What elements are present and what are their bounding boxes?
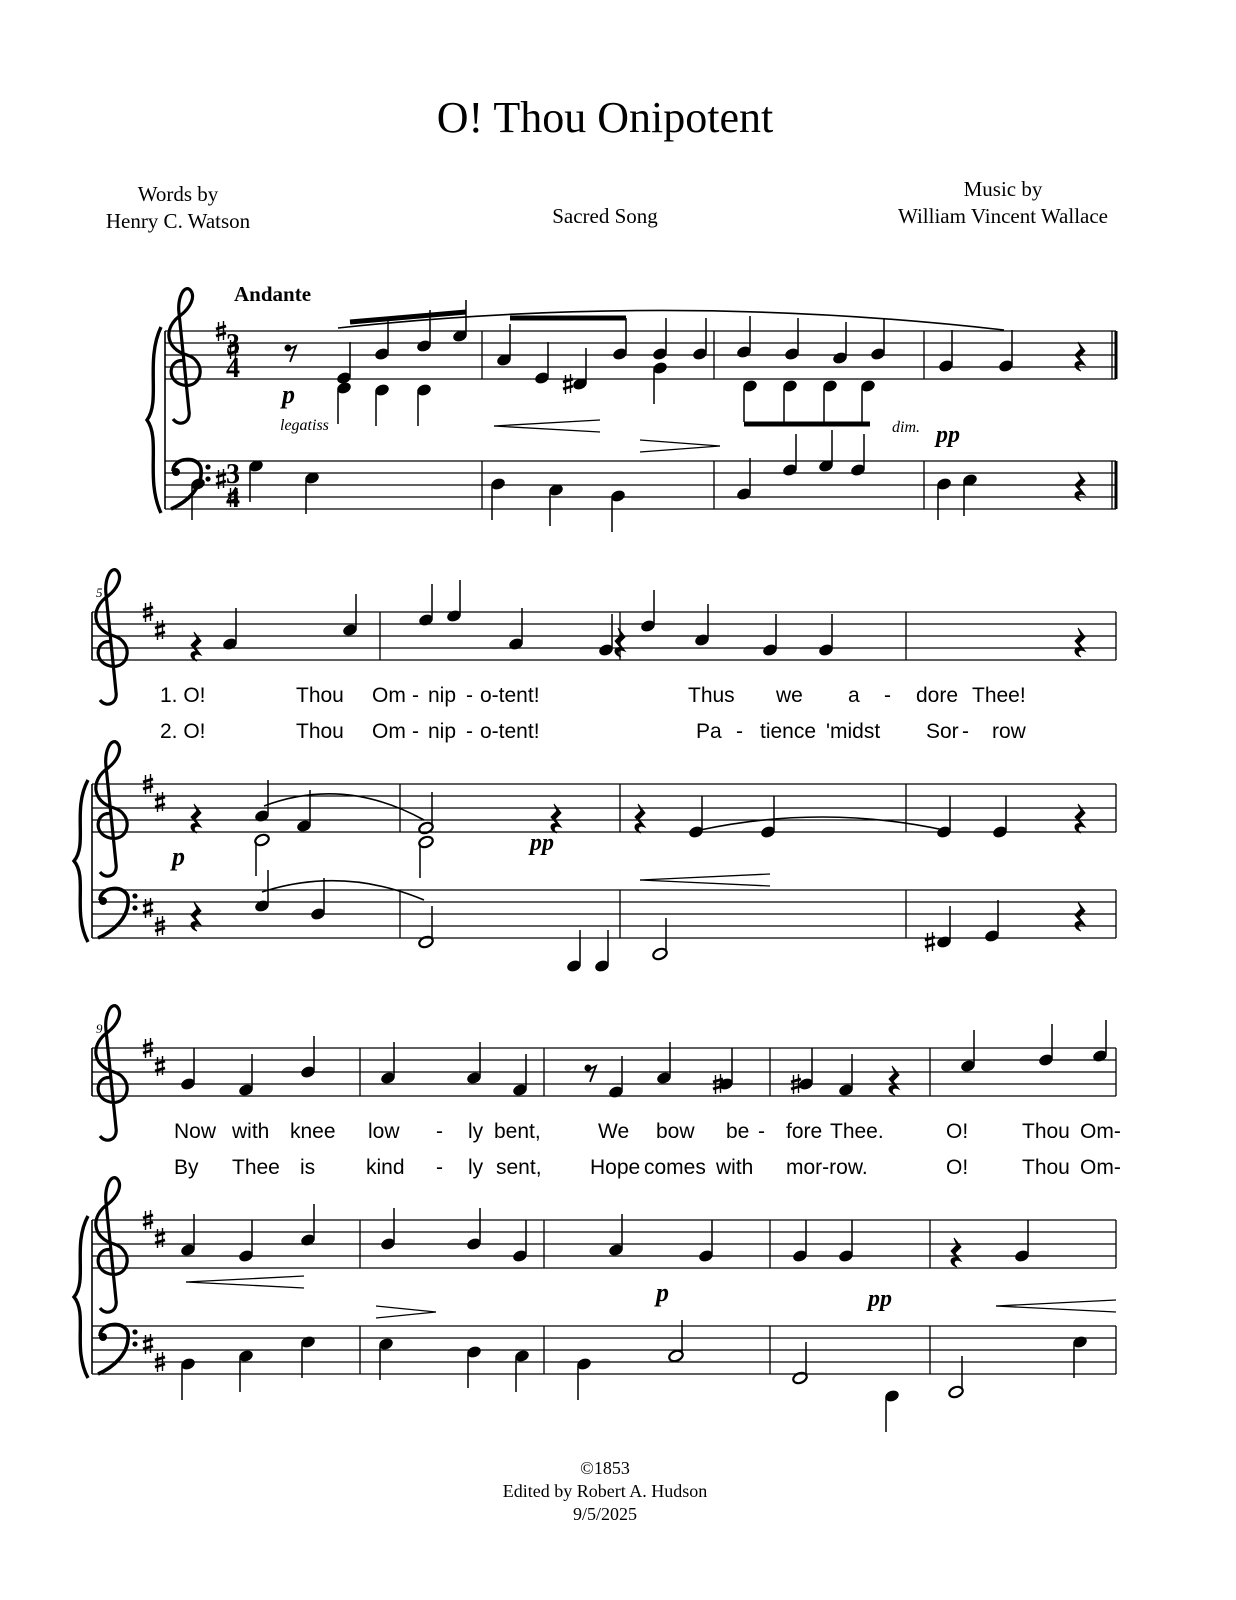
lyric-hyphen: - — [436, 1156, 443, 1179]
crescendo-hairpin — [186, 1282, 304, 1288]
crescendo-hairpin — [996, 1300, 1116, 1306]
crescendo-hairpin — [640, 880, 770, 886]
measure-number-9: 9 — [96, 1021, 103, 1036]
accidental-sharp — [925, 932, 935, 952]
lyricist-name: Henry C. Watson — [105, 209, 251, 233]
edition-date: 9/5/2025 — [572, 1504, 637, 1524]
lyric-syllable: Thee — [232, 1156, 280, 1179]
lyric-syllable: Thou — [1022, 1156, 1070, 1179]
lyric-hyphen: - — [884, 684, 891, 707]
composer-name: William Vincent Wallace — [897, 204, 1109, 228]
lyric-syllable: o-tent! — [480, 684, 540, 707]
slur — [700, 817, 944, 830]
lyric-syllable: knee — [290, 1120, 336, 1143]
decrescendo-hairpin — [640, 440, 720, 446]
treble-clef — [96, 1178, 127, 1312]
dynamic-pp: pp — [530, 830, 554, 856]
lyric-syllable: be — [726, 1120, 750, 1143]
lyric-syllable: By — [174, 1156, 199, 1179]
grand-staff-brace — [74, 1216, 88, 1378]
decrescendo-hairpin — [376, 1306, 436, 1312]
lyric-syllable: Thus — [688, 684, 735, 707]
lyric-hyphen: - — [412, 720, 419, 743]
decrescendo-hairpin — [640, 446, 720, 452]
lyric-syllable: Thou — [296, 720, 344, 743]
bass-clef — [98, 1324, 138, 1374]
lyric-syllable: sent, — [496, 1156, 542, 1179]
time-signature-top: 3 — [226, 459, 240, 490]
lyric-syllable: We — [598, 1120, 630, 1143]
lyric-hyphen: - — [466, 684, 473, 707]
accidental-sharp — [563, 374, 573, 394]
key-signature-sharp — [143, 1334, 153, 1354]
lyric-syllable: dore — [916, 684, 959, 707]
lyric-syllable: ly — [468, 1120, 484, 1143]
lyric-syllable: Om — [372, 684, 406, 707]
subtitle: Sacred Song — [552, 204, 658, 228]
quarter-rest — [1075, 902, 1085, 931]
time-signature-top: 3 — [226, 329, 240, 360]
bass-clef — [171, 459, 211, 509]
expression-legatiss: legatiss — [280, 417, 329, 434]
key-signature-sharp — [155, 1228, 165, 1248]
lyric-syllable: bow — [656, 1120, 695, 1143]
lyric-syllable: O! — [946, 1120, 969, 1143]
lyric-syllable: comes — [644, 1156, 706, 1179]
lyric-syllable: a — [848, 684, 860, 707]
crescendo-hairpin — [996, 1306, 1116, 1312]
lyric-syllable: O! — [946, 1156, 969, 1179]
lyric-syllable: Om- — [1080, 1120, 1121, 1143]
lyric-syllable: Now — [174, 1120, 217, 1143]
lyric-syllable: 1. O! — [160, 684, 206, 707]
key-signature-sharp — [155, 620, 165, 640]
lyric-syllable: nip — [428, 684, 457, 707]
measure-number-5: 5 — [96, 585, 103, 600]
quarter-rest — [1075, 628, 1085, 657]
lyric-syllable: Thee. — [830, 1120, 884, 1143]
lyric-syllable: Om — [372, 720, 406, 743]
eighth-rest — [585, 1065, 596, 1082]
lyric-hyphen: - — [466, 720, 473, 743]
key-signature-sharp — [143, 898, 153, 918]
decrescendo-hairpin — [376, 1312, 436, 1318]
footer — [0, 1457, 1210, 1526]
lyric-syllable: o-tent! — [480, 720, 540, 743]
lyric-hyphen: - — [436, 1120, 443, 1143]
key-signature-sharp — [216, 469, 226, 489]
lyric-syllable: is — [300, 1156, 316, 1179]
lyric-syllable: with — [716, 1156, 754, 1179]
crescendo-hairpin — [494, 420, 600, 426]
lyric-syllable: 'midst — [826, 720, 881, 743]
treble-clef — [96, 742, 127, 876]
lyric-syllable: 2. O! — [160, 720, 206, 743]
dynamic-p: p — [656, 1278, 669, 1307]
lyric-hyphen: - — [736, 720, 743, 743]
lyric-syllable: with — [232, 1120, 270, 1143]
crescendo-hairpin — [640, 874, 770, 880]
grand-staff-brace — [147, 327, 161, 513]
quarter-rest — [191, 902, 201, 931]
music-by-label: Music by — [963, 177, 1043, 201]
editor-credit: Edited by Robert A. Hudson — [502, 1481, 708, 1501]
key-signature-sharp — [155, 792, 165, 812]
quarter-rest — [951, 1238, 961, 1267]
lyric-syllable: kind — [366, 1156, 405, 1179]
lyric-syllable: bent, — [494, 1120, 541, 1143]
time-signature-bottom: 4 — [226, 353, 240, 384]
bass-clef — [98, 888, 138, 938]
eighth-rest — [285, 345, 296, 362]
lyric-hyphen: - — [412, 684, 419, 707]
lyric-hyphen: - — [962, 720, 969, 743]
page-title: O! Thou Onipotent — [436, 93, 774, 142]
crescendo-hairpin — [186, 1276, 304, 1282]
lyric-syllable: Sor — [926, 720, 959, 743]
lyric-syllable: Thou — [1022, 1120, 1070, 1143]
lyric-syllable: we — [776, 684, 803, 707]
dynamic-pp: pp — [936, 422, 960, 448]
dynamic-p: p — [282, 380, 295, 409]
lyric-syllable: fore — [786, 1120, 823, 1143]
lyric-syllable: nip — [428, 720, 457, 743]
lyric-syllable: mor-row. — [786, 1156, 868, 1179]
key-signature-sharp — [155, 1056, 165, 1076]
expression-dim: dim. — [892, 419, 920, 436]
lyric-syllable: ly — [468, 1156, 484, 1179]
lyric-syllable: low — [368, 1120, 400, 1143]
lyric-syllable: Pa — [696, 720, 722, 743]
lyric-syllable: tience — [760, 720, 817, 743]
words-by-label: Words by — [137, 182, 219, 206]
copyright: ©1853 — [580, 1458, 630, 1478]
lyric-syllable: Thou — [296, 684, 344, 707]
dynamic-p: p — [172, 842, 185, 871]
lyric-hyphen: - — [758, 1120, 765, 1143]
time-signature-bottom: 4 — [226, 483, 240, 514]
tempo-marking: Andante — [234, 282, 312, 306]
lyric-syllable: row — [992, 720, 1026, 743]
dynamic-pp: pp — [868, 1286, 892, 1312]
treble-clef — [169, 289, 200, 423]
quarter-rest — [889, 1066, 899, 1095]
grand-staff-brace — [74, 780, 88, 942]
lyric-syllable: Thee! — [972, 684, 1026, 707]
lyric-syllable: Hope — [590, 1156, 641, 1179]
crescendo-hairpin — [494, 426, 600, 432]
lyric-syllable: Om- — [1080, 1156, 1121, 1179]
